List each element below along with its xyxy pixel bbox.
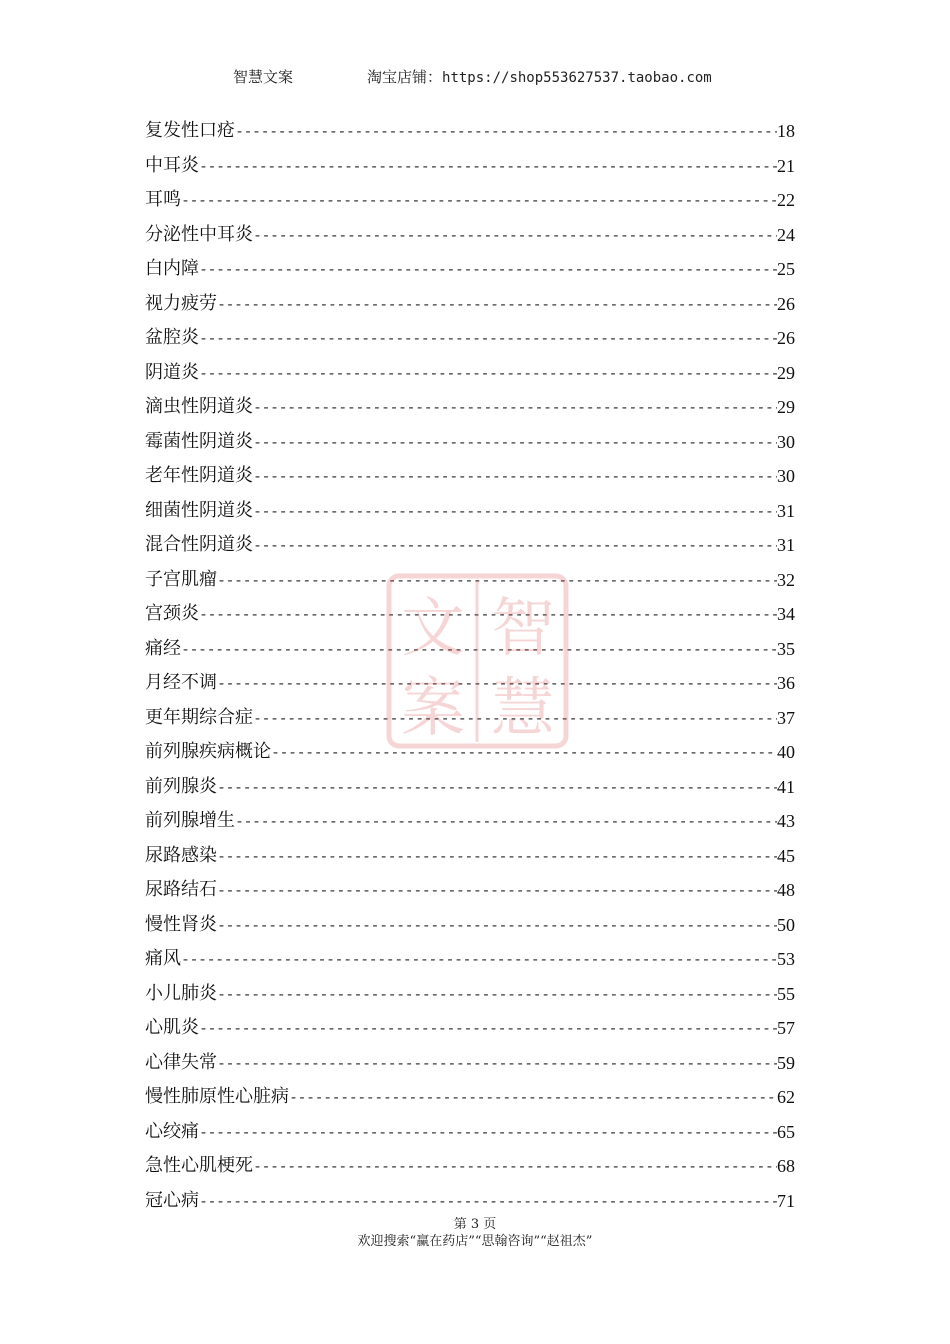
toc-entry-title: 月经不调 <box>145 672 217 693</box>
toc-entry-title: 盆腔炎 <box>145 327 199 348</box>
toc-entry[interactable] <box>145 321 795 356</box>
toc-entry[interactable] <box>145 494 795 529</box>
dot-leader <box>181 942 777 977</box>
dot-leader <box>217 1046 777 1081</box>
toc-entry[interactable] <box>145 908 795 943</box>
dot-leader <box>235 804 777 839</box>
dot-leader <box>217 908 777 943</box>
toc-entry-title: 前列腺疾病概论 <box>145 741 271 762</box>
toc-entry-page: 30 <box>777 431 795 452</box>
toc-entry-title: 慢性肾炎 <box>145 913 217 935</box>
toc-entry[interactable] <box>145 528 795 563</box>
toc-entry-page: 24 <box>777 224 795 245</box>
toc-entry-title: 细菌性阴道炎 <box>145 499 253 521</box>
seal-char: 案 <box>401 672 465 746</box>
dot-leader <box>217 873 777 908</box>
toc-entry-title: 混合性阴道炎 <box>145 534 253 555</box>
dot-leader <box>217 770 777 805</box>
toc-entry-page: 31 <box>777 535 795 555</box>
dot-leader <box>289 1080 777 1115</box>
toc-entry-title: 分泌性中耳炎 <box>145 223 253 245</box>
toc-entry[interactable] <box>145 390 795 425</box>
toc-entry-page: 35 <box>777 638 795 659</box>
shop-url[interactable]: https://shop553627537.taobao.com <box>442 70 712 86</box>
toc-entry[interactable] <box>145 183 795 218</box>
dot-leader <box>217 977 777 1012</box>
dot-leader <box>181 183 777 218</box>
toc-entry-title: 老年性阴道炎 <box>145 465 253 486</box>
toc-entry-page: 18 <box>777 121 795 141</box>
dot-leader <box>199 356 777 391</box>
dot-leader <box>253 528 777 563</box>
toc-entry-title: 白内障 <box>145 258 199 279</box>
dot-leader <box>253 425 777 460</box>
dot-leader <box>217 287 777 322</box>
toc-entry-title: 前列腺炎 <box>145 775 217 797</box>
toc-entry-title: 冠心病 <box>145 1189 199 1211</box>
toc-entry[interactable] <box>145 977 795 1012</box>
toc-entry-title: 前列腺增生 <box>145 810 235 831</box>
toc-entry-page: 34 <box>777 604 795 624</box>
toc-entry[interactable] <box>145 804 795 839</box>
toc-entry[interactable] <box>145 114 795 149</box>
toc-entry-page: 65 <box>777 1121 795 1142</box>
toc-entry[interactable] <box>145 1080 795 1115</box>
toc-entry-title: 阴道炎 <box>145 361 199 383</box>
page-footer <box>0 1216 950 1250</box>
toc-entry-page: 36 <box>777 673 795 693</box>
toc-entry-page: 53 <box>777 949 795 969</box>
toc-entry-title: 滴虫性阴道炎 <box>145 396 253 417</box>
dot-leader <box>253 390 777 425</box>
toc-entry-title: 心律失常 <box>145 1051 217 1073</box>
toc-entry-title: 宫颈炎 <box>145 603 199 624</box>
toc-entry[interactable] <box>145 459 795 494</box>
toc-entry[interactable] <box>145 149 795 184</box>
toc-entry-title: 更年期综合症 <box>145 706 253 728</box>
dot-leader <box>199 149 777 184</box>
toc-entry-page: 68 <box>777 1156 795 1176</box>
toc-entry-title: 痛经 <box>145 637 181 659</box>
toc-entry-page: 26 <box>777 328 795 348</box>
dot-leader <box>199 1011 777 1046</box>
toc-entry-title: 急性心肌梗死 <box>145 1155 253 1176</box>
toc-entry-page: 32 <box>777 569 795 590</box>
toc-entry-title: 慢性肺原性心脏病 <box>145 1086 289 1107</box>
toc-entry[interactable] <box>145 356 795 391</box>
toc-entry-page: 59 <box>777 1052 795 1073</box>
toc-entry-title: 心肌炎 <box>145 1017 199 1038</box>
toc-entry-page: 40 <box>777 742 795 762</box>
dot-leader <box>235 114 777 149</box>
toc-entry-title: 耳鸣 <box>145 189 181 210</box>
toc-entry-page: 71 <box>777 1190 795 1211</box>
page-header <box>0 66 950 92</box>
toc-entry-title: 尿路结石 <box>145 879 217 900</box>
toc-entry[interactable] <box>145 1046 795 1081</box>
toc-entry[interactable] <box>145 1184 795 1219</box>
toc-entry[interactable] <box>145 1149 795 1184</box>
dot-leader <box>253 218 777 253</box>
toc-entry[interactable] <box>145 942 795 977</box>
toc-entry-page: 62 <box>777 1087 795 1107</box>
toc-entry[interactable] <box>145 252 795 287</box>
toc-entry-page: 26 <box>777 293 795 314</box>
toc-entry-page: 21 <box>777 155 795 176</box>
toc-entry-page: 25 <box>777 259 795 279</box>
toc-entry-page: 50 <box>777 914 795 935</box>
toc-entry-page: 30 <box>777 466 795 486</box>
toc-entry-page: 22 <box>777 190 795 210</box>
toc-entry-title: 子宫肌瘤 <box>145 568 217 590</box>
toc-entry-title: 霉菌性阴道炎 <box>145 430 253 452</box>
toc-entry-title: 小儿肺炎 <box>145 982 217 1004</box>
toc-entry[interactable] <box>145 218 795 253</box>
toc-entry[interactable] <box>145 839 795 874</box>
toc-entry-page: 41 <box>777 776 795 797</box>
toc-entry-title: 视力疲劳 <box>145 292 217 314</box>
toc-entry[interactable] <box>145 287 795 322</box>
seal-watermark <box>385 572 570 750</box>
page-number: 第 3 页 <box>453 1217 497 1232</box>
footer-promo: 欢迎搜索“赢在药店”“思翰咨询”“赵祖杰” <box>357 1234 593 1249</box>
toc-entry-title: 尿路感染 <box>145 844 217 866</box>
dot-leader <box>217 839 777 874</box>
toc-entry-page: 45 <box>777 845 795 866</box>
dot-leader <box>199 1184 777 1219</box>
toc-entry-page: 29 <box>777 397 795 417</box>
header-brand: 智慧文案 <box>233 68 294 86</box>
toc-entry-page: 43 <box>777 811 795 831</box>
dot-leader <box>253 1149 777 1184</box>
seal-char: 慧 <box>491 672 555 746</box>
shop-label: 淘宝店铺： <box>367 68 443 86</box>
toc-entry-page: 37 <box>777 707 795 728</box>
toc-entry-title: 心绞痛 <box>145 1120 199 1142</box>
toc-entry-title: 复发性口疮 <box>145 120 235 141</box>
toc-entry-page: 48 <box>777 880 795 900</box>
toc-entry-page: 57 <box>777 1018 795 1038</box>
seal-char: 文 <box>401 592 465 666</box>
toc-entry[interactable] <box>145 770 795 805</box>
toc-entry-title: 中耳炎 <box>145 154 199 176</box>
dot-leader <box>253 459 777 494</box>
dot-leader <box>199 321 777 356</box>
dot-leader <box>253 494 777 529</box>
toc-entry[interactable] <box>145 1011 795 1046</box>
toc-entry[interactable] <box>145 1115 795 1150</box>
toc-entry-page: 31 <box>777 500 795 521</box>
toc-entry-page: 29 <box>777 362 795 383</box>
toc-entry-page: 55 <box>777 983 795 1004</box>
seal-char: 智 <box>491 592 555 666</box>
header-shop <box>367 66 712 87</box>
dot-leader <box>199 252 777 287</box>
toc-entry[interactable] <box>145 425 795 460</box>
dot-leader <box>199 1115 777 1150</box>
toc-entry-title: 痛风 <box>145 948 181 969</box>
toc-entry[interactable] <box>145 873 795 908</box>
